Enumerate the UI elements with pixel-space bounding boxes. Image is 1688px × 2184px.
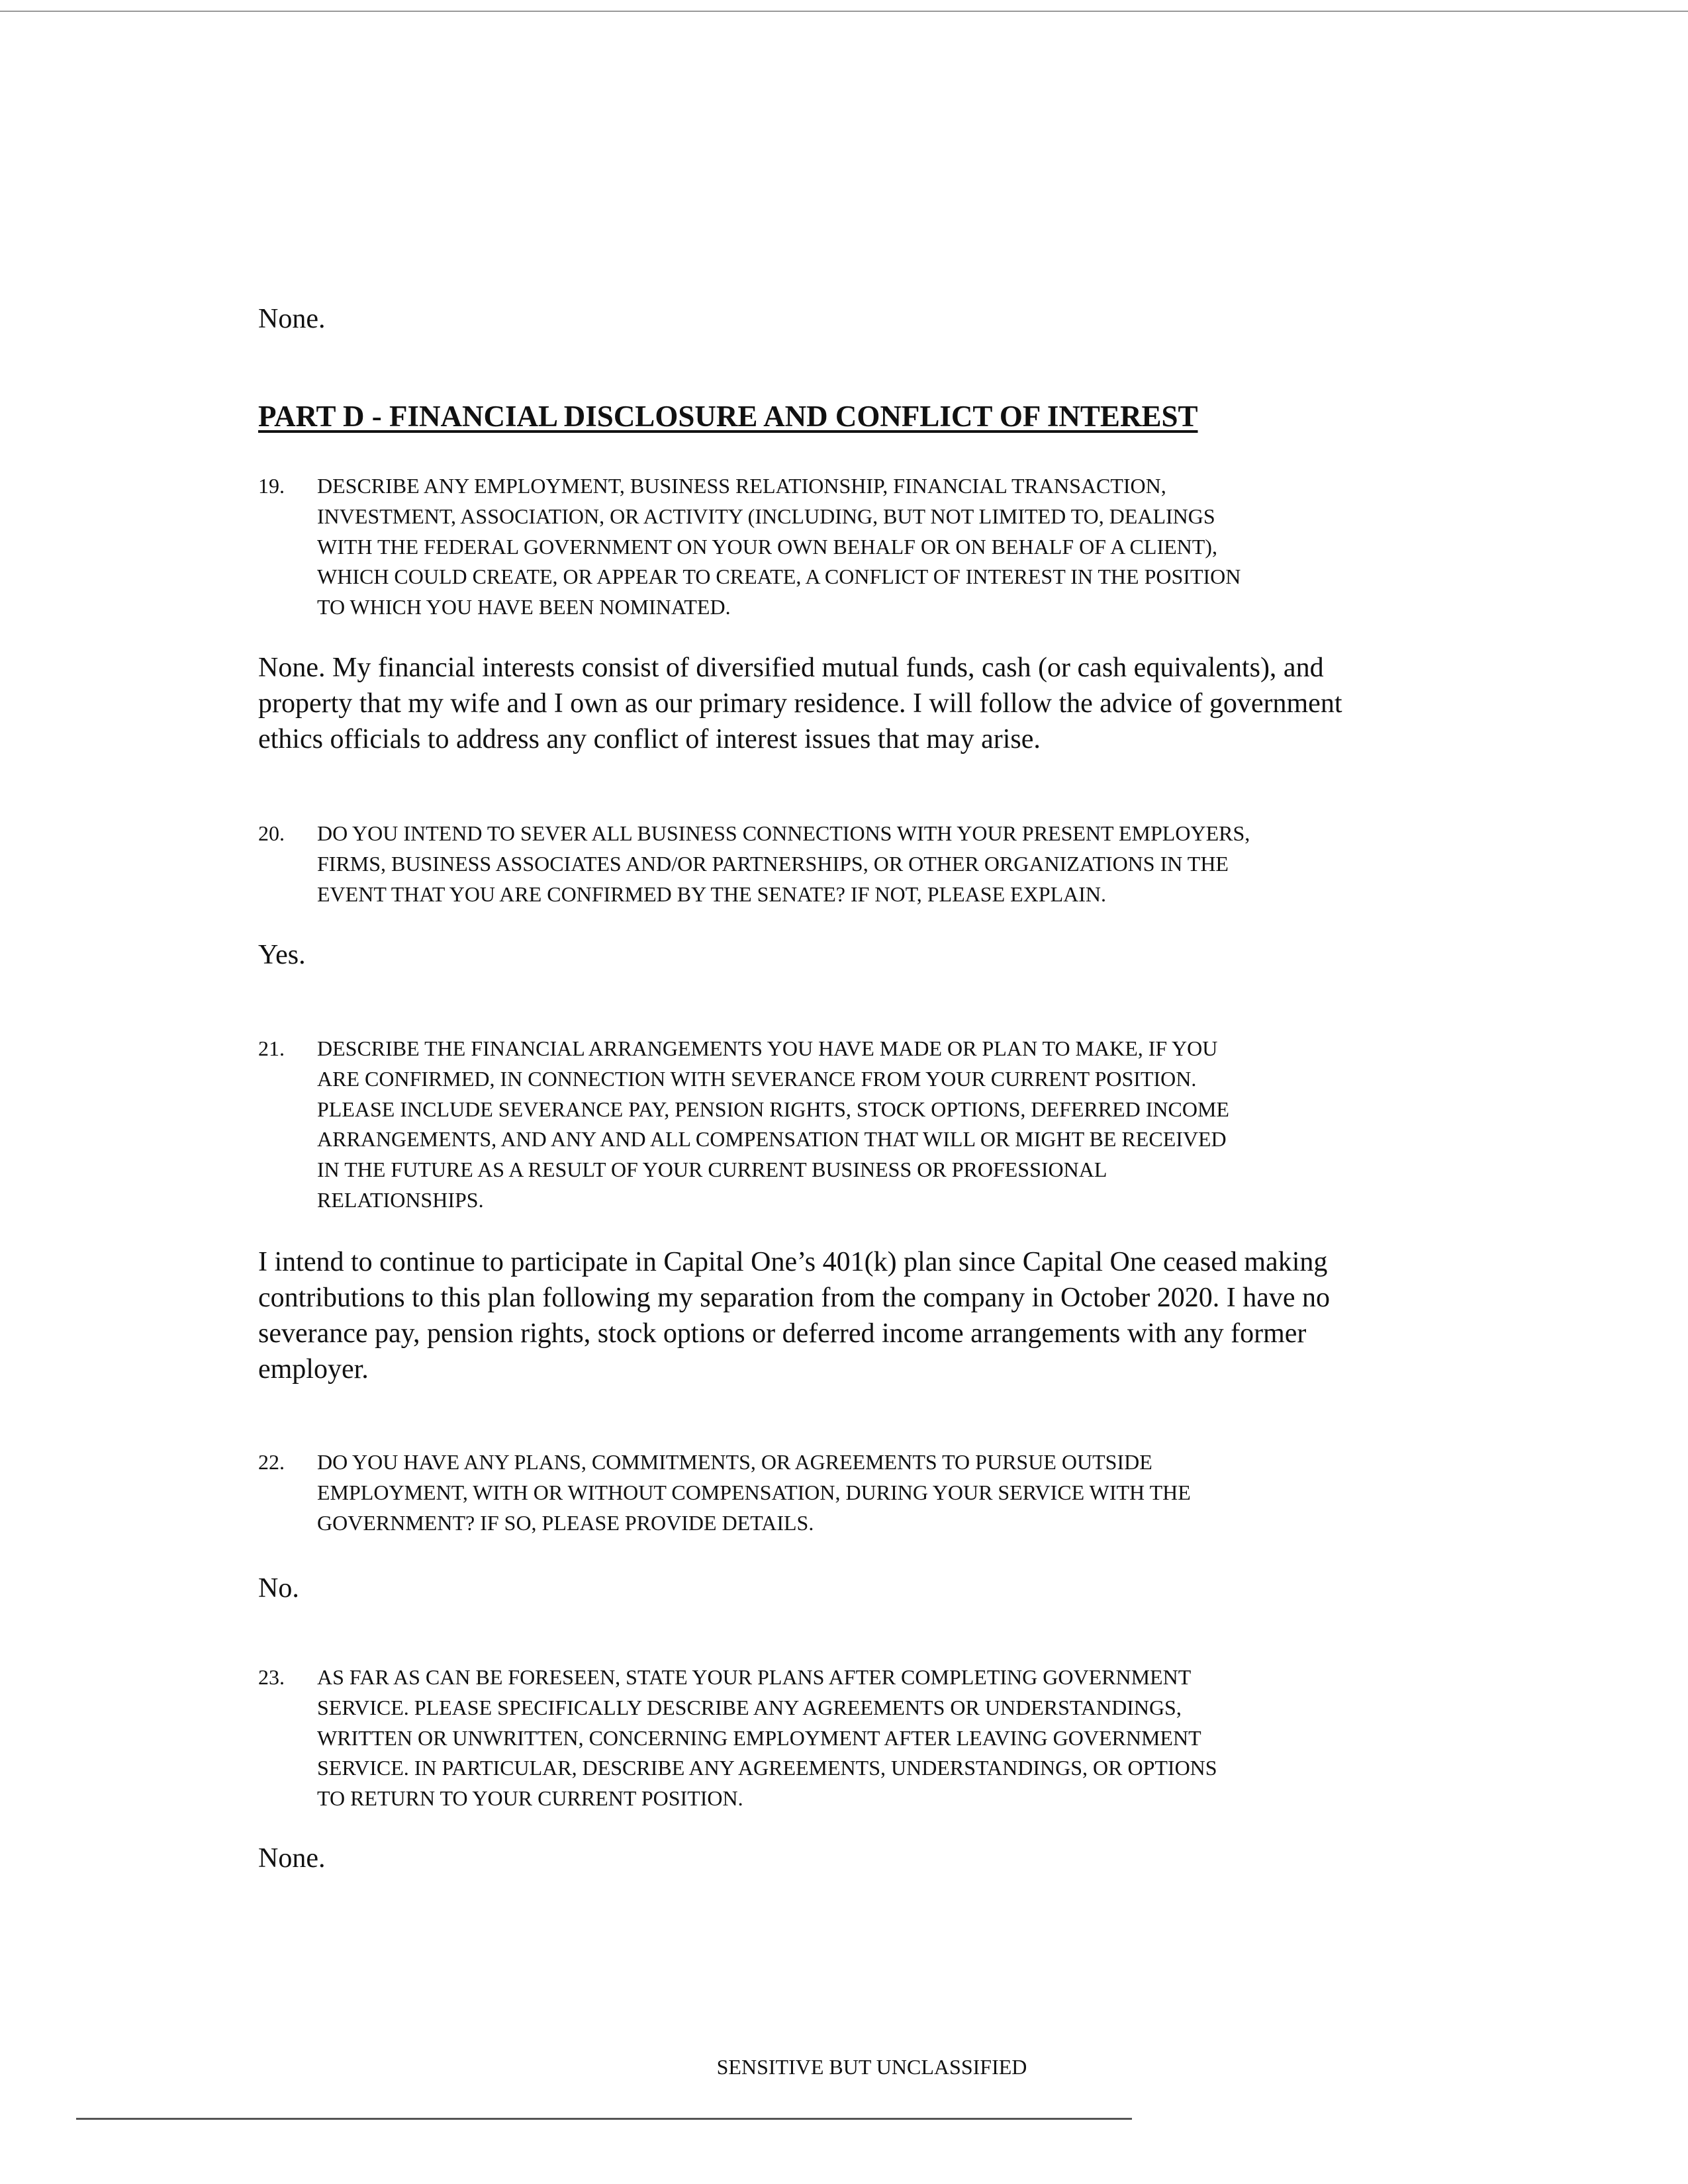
question-line: DESCRIBE ANY EMPLOYMENT, BUSINESS RELATIONSHIP, FINANCIAL TRANSACTION, [317, 474, 1166, 498]
question-number: 20. [258, 821, 285, 845]
question-line: AS FAR AS CAN BE FORESEEN, STATE YOUR PLANS AFTER COMPLETING GOVERNMENT [317, 1665, 1192, 1689]
question-number: 23. [258, 1665, 285, 1689]
question-line: ARE CONFIRMED, IN CONNECTION WITH SEVERANCE FROM YOUR CURRENT POSITION. [317, 1066, 1197, 1091]
previous-answer [258, 301, 325, 337]
answer-19 [258, 650, 1342, 757]
question-line: TO RETURN TO YOUR CURRENT POSITION. [317, 1786, 743, 1811]
answer-20 [258, 937, 306, 973]
question-line: EMPLOYMENT, WITH OR WITHOUT COMPENSATION, DURING YOUR SERVICE WITH THE [317, 1480, 1191, 1504]
question-line: DO YOU HAVE ANY PLANS, COMMITMENTS, OR AGREEMENTS TO PURSUE OUTSIDE [317, 1450, 1152, 1474]
answer-line: severance pay, pension rights, stock options or deferred income arrangements with any former [258, 1318, 1307, 1349]
question-line: RELATIONSHIPS. [317, 1187, 484, 1212]
answer-line: None. [258, 1843, 326, 1874]
question-line: GOVERNMENT? IF SO, PLEASE PROVIDE DETAILS. [317, 1510, 814, 1535]
answer-23 [258, 1841, 325, 1876]
question-line: WITH THE FEDERAL GOVERNMENT ON YOUR OWN BEHALF OR ON BEHALF OF A CLIENT), [317, 534, 1217, 559]
answer-22 [258, 1570, 299, 1606]
question-line: INVESTMENT, ASSOCIATION, OR ACTIVITY (INCLUDING, BUT NOT LIMITED TO, DEALINGS [317, 504, 1215, 528]
question-20 [258, 819, 1250, 909]
answer-line: No. [258, 1573, 299, 1604]
classification-footer: SENSITIVE BUT UNCLASSIFIED [716, 2055, 1027, 2079]
answer-line: None. My financial interests consist of diversified mutual funds, cash (or cash equivalents), and [258, 653, 1324, 683]
section-heading: PART D - FINANCIAL DISCLOSURE AND CONFLICT OF INTEREST [258, 400, 1198, 433]
answer-21 [258, 1244, 1330, 1387]
question-line: IN THE FUTURE AS A RESULT OF YOUR CURRENT BUSINESS OR PROFESSIONAL [317, 1158, 1107, 1182]
question-number: 19. [258, 474, 285, 498]
answer-text: None. [258, 304, 326, 334]
answer-line: ethics officials to address any conflict of interest issues that may arise. [258, 724, 1041, 754]
question-line: WHICH COULD CREATE, OR APPEAR TO CREATE, A CONFLICT OF INTEREST IN THE POSITION [317, 565, 1241, 589]
question-22 [258, 1447, 1191, 1538]
answer-line: property that my wife and I own as our primary residence. I will follow the advice of government [258, 688, 1342, 719]
question-line: SERVICE. IN PARTICULAR, DESCRIBE ANY AGREEMENTS, UNDERSTANDINGS, OR OPTIONS [317, 1756, 1217, 1780]
answer-line: I intend to continue to participate in Capital One’s 401(k) plan since Capital One ceased making [258, 1247, 1328, 1277]
question-line: DO YOU INTEND TO SEVER ALL BUSINESS CONNECTIONS WITH YOUR PRESENT EMPLOYERS, [317, 821, 1250, 845]
question-line: PLEASE INCLUDE SEVERANCE PAY, PENSION RIGHTS, STOCK OPTIONS, DEFERRED INCOME [317, 1097, 1229, 1121]
top-rule [0, 11, 1688, 12]
question-line: TO WHICH YOU HAVE BEEN NOMINATED. [317, 595, 731, 619]
question-line: DESCRIBE THE FINANCIAL ARRANGEMENTS YOU HAVE MADE OR PLAN TO MAKE, IF YOU [317, 1036, 1218, 1060]
answer-line: employer. [258, 1354, 369, 1385]
bottom-rule [76, 2118, 1132, 2120]
question-number: 21. [258, 1036, 285, 1060]
answer-line: Yes. [258, 940, 306, 970]
question-line: EVENT THAT YOU ARE CONFIRMED BY THE SENATE? IF NOT, PLEASE EXPLAIN. [317, 882, 1106, 906]
question-number: 22. [258, 1450, 285, 1474]
answer-line: contributions to this plan following my separation from the company in October 2020. I have no [258, 1283, 1331, 1313]
question-19 [258, 471, 1241, 623]
question-line: WRITTEN OR UNWRITTEN, CONCERNING EMPLOYMENT AFTER LEAVING GOVERNMENT [317, 1725, 1201, 1750]
question-line: SERVICE. PLEASE SPECIFICALLY DESCRIBE ANY AGREEMENTS OR UNDERSTANDINGS, [317, 1695, 1182, 1719]
question-21 [258, 1034, 1229, 1216]
question-23 [258, 1662, 1217, 1814]
question-line: FIRMS, BUSINESS ASSOCIATES AND/OR PARTNERSHIPS, OR OTHER ORGANIZATIONS IN THE [317, 851, 1229, 876]
question-line: ARRANGEMENTS, AND ANY AND ALL COMPENSATION THAT WILL OR MIGHT BE RECEIVED [317, 1127, 1227, 1152]
